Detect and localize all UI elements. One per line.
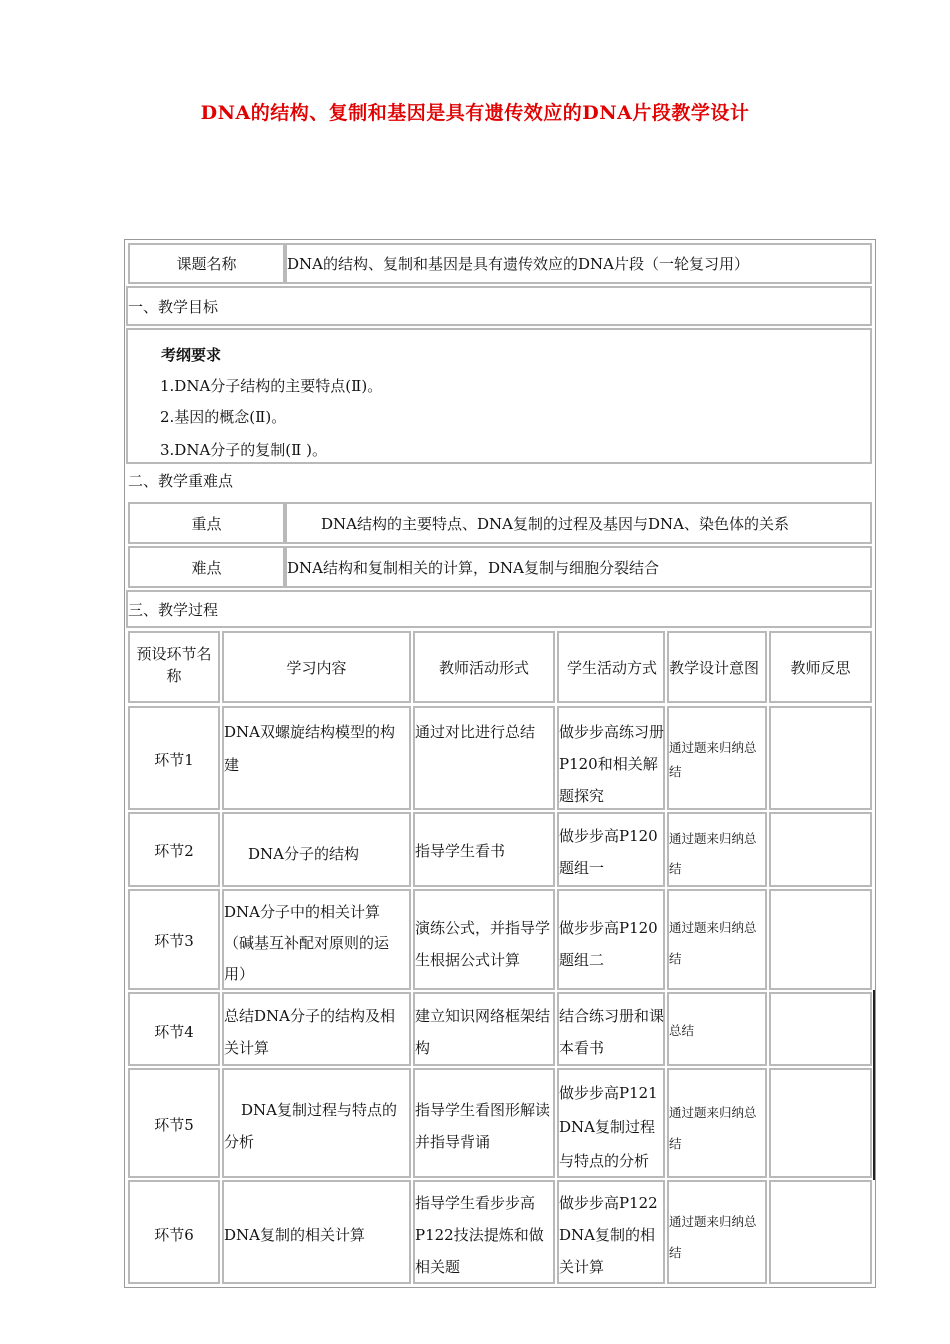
table-cell — [769, 706, 872, 810]
table-row — [128, 1180, 220, 1284]
section3-heading: 三、教学过程 — [128, 601, 219, 619]
teacher-activity: 演练公式，并指导学生根据公式计算 — [415, 919, 551, 969]
objective-item: 3.DNA分子的复制(Ⅱ )。 — [160, 441, 327, 459]
topic-value: DNA的结构、复制和基因是具有遗传效应的DNA片段（一轮复习用） — [287, 255, 749, 273]
table-cell — [557, 1068, 665, 1178]
table-cell — [769, 1068, 872, 1178]
table-cell — [413, 706, 555, 810]
stage-name: 环节6 — [154, 1226, 194, 1244]
table-row — [128, 992, 220, 1066]
design-intent: 通过题来归纳总结 — [669, 740, 757, 779]
objective-item: 2.基因的概念(Ⅱ)。 — [160, 408, 287, 426]
table-cell — [667, 1180, 767, 1284]
table-cell — [557, 812, 665, 887]
table-cell — [667, 889, 767, 990]
table-cell — [413, 992, 555, 1066]
key-points-label: 重点 — [191, 515, 222, 533]
section3-heading-cell — [126, 590, 872, 628]
col-header-cell — [222, 631, 411, 703]
col-header-stage-name: 预设环节名称 — [136, 645, 212, 685]
table-cell — [413, 889, 555, 990]
table-row — [128, 1068, 220, 1178]
student-activity: 做步步高P122 DNA复制的相关计算 — [559, 1194, 658, 1276]
student-activity: 做步步高P120题组二 — [559, 919, 658, 969]
table-edge-divider — [873, 990, 875, 1180]
table-cell — [222, 992, 411, 1066]
design-intent: 通过题来归纳总结 — [669, 920, 757, 966]
table-cell — [413, 1180, 555, 1284]
col-header-cell — [557, 631, 665, 703]
difficult-points-label: 难点 — [191, 559, 222, 577]
table-cell — [413, 812, 555, 887]
table-cell — [667, 992, 767, 1066]
key-points-label-cell — [128, 502, 285, 544]
col-header-student: 学生活动方式 — [566, 659, 657, 677]
teacher-activity: 指导学生看步步高P122技法提炼和做相关题 — [415, 1194, 544, 1276]
design-intent: 通过题来归纳总结 — [669, 1105, 757, 1151]
table-row — [128, 706, 220, 810]
table-cell — [769, 889, 872, 990]
section1-heading: 一、教学目标 — [128, 298, 219, 316]
stage-name: 环节5 — [154, 1116, 194, 1134]
document-title: DNA的结构、复制和基因是具有遗传效应的DNA片段教学设计 — [200, 102, 750, 124]
table-cell — [667, 706, 767, 810]
table-cell — [222, 1068, 411, 1178]
key-points-value: DNA结构的主要特点、DNA复制的过程及基因与DNA、染色体的关系 — [321, 515, 789, 533]
objective-item: 1.DNA分子结构的主要特点(Ⅱ)。 — [160, 377, 383, 395]
student-activity: 结合练习册和课本看书 — [559, 1007, 665, 1057]
stage-content: DNA双螺旋结构模型的构建 — [224, 723, 395, 774]
student-activity: 做步步高练习册P120和相关解题探究 — [559, 723, 665, 805]
table-cell — [769, 1180, 872, 1284]
section1-body-cell — [126, 328, 872, 464]
col-header-intent: 教学设计意图 — [669, 659, 760, 677]
col-header-content: 学习内容 — [286, 659, 347, 677]
stage-content: DNA分子中的相关计算（碱基互补配对原则的运用） — [224, 903, 390, 983]
table-cell — [413, 1068, 555, 1178]
stage-content: DNA复制过程与特点的分析 — [224, 1101, 397, 1151]
difficult-points-value-cell — [285, 546, 872, 588]
table-cell — [222, 1180, 411, 1284]
table-row — [128, 889, 220, 990]
table-cell — [557, 992, 665, 1066]
table-cell — [557, 706, 665, 810]
table-cell — [667, 1068, 767, 1178]
topic-value-cell — [285, 243, 872, 284]
teacher-activity: 通过对比进行总结 — [415, 723, 536, 741]
table-cell — [667, 812, 767, 887]
topic-label: 课题名称 — [176, 255, 237, 273]
col-header-cell — [769, 631, 872, 703]
table-row — [128, 812, 220, 887]
design-intent: 总结 — [669, 1023, 695, 1038]
table-cell — [769, 812, 872, 887]
table-cell — [557, 889, 665, 990]
student-activity: 做步步高P121 DNA复制过程与特点的分析 — [559, 1084, 658, 1170]
topic-label-cell — [128, 243, 285, 284]
stage-name: 环节3 — [154, 932, 194, 950]
design-intent: 通过题来归纳总结 — [669, 1214, 757, 1260]
section2-heading: 二、教学重难点 — [128, 472, 234, 490]
col-header-cell — [667, 631, 767, 703]
col-header-reflection: 教师反思 — [790, 659, 851, 677]
difficult-points-label-cell — [128, 546, 285, 588]
table-cell — [222, 812, 411, 887]
col-header-teacher: 教师活动形式 — [438, 659, 529, 677]
key-points-value-cell — [285, 502, 872, 544]
table-cell — [222, 706, 411, 810]
difficult-points-value: DNA结构和复制相关的计算，DNA复制与细胞分裂结合 — [287, 559, 659, 577]
teacher-activity: 建立知识网络框架结构 — [415, 1007, 551, 1057]
stage-content: DNA分子的结构 — [248, 845, 359, 863]
section1-heading-cell — [126, 286, 872, 326]
stage-name: 环节2 — [154, 842, 194, 860]
col-header-cell — [413, 631, 555, 703]
stage-name: 环节1 — [154, 751, 194, 769]
stage-name: 环节4 — [154, 1023, 194, 1041]
student-activity: 做步步高P120题组一 — [559, 827, 658, 877]
design-intent: 通过题来归纳总结 — [669, 831, 757, 876]
objectives-subheading: 考纲要求 — [161, 346, 222, 364]
table-cell — [769, 992, 872, 1066]
teacher-activity: 指导学生看书 — [415, 842, 506, 860]
col-header-cell — [128, 631, 220, 703]
table-cell — [222, 889, 411, 990]
stage-content: DNA复制的相关计算 — [224, 1226, 365, 1244]
teacher-activity: 指导学生看图形解读并指导背诵 — [415, 1101, 551, 1151]
stage-content: 总结DNA分子的结构及相关计算 — [224, 1007, 395, 1057]
table-cell — [557, 1180, 665, 1284]
